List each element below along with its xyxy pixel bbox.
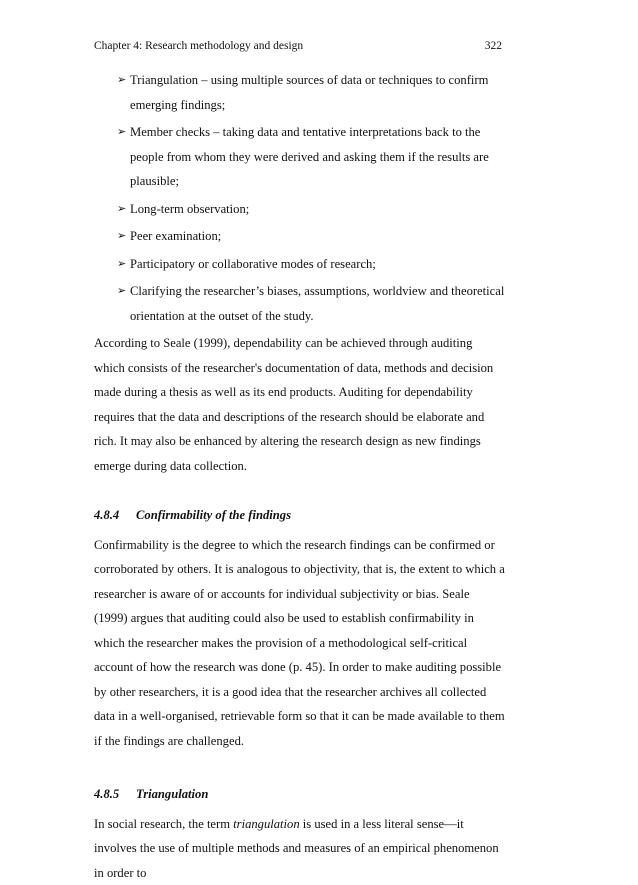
list-item: ➢ Participatory or collaborative modes of research;	[118, 252, 506, 277]
page-number: 322	[485, 40, 502, 52]
arrow-bullet-icon: ➢	[117, 120, 126, 145]
arrow-bullet-icon: ➢	[117, 279, 126, 304]
list-item: ➢ Peer examination;	[118, 224, 506, 249]
list-item: ➢ Member checks – taking data and tentative interpretations back to the people from whom they were derived and asking them if the results are plausible;	[118, 120, 506, 194]
arrow-bullet-icon: ➢	[117, 224, 126, 249]
arrow-bullet-icon: ➢	[117, 197, 126, 222]
section-number: 4.8.5	[94, 782, 136, 807]
section-title: Confirmability of the findings	[136, 503, 291, 528]
dependability-paragraph: According to Seale (1999), dependability can be achieved through auditing which consists of the researcher's documentation of data, methods and decision made during a thesis as well as its end products. Auditing for dependability requires that the data and descriptions of the research should be elaborate and rich. It may also be enhanced by altering the research design as new findings emerge during data collection.	[94, 331, 506, 478]
list-item: ➢ Long-term observation;	[118, 197, 506, 222]
section-title: Triangulation	[136, 782, 208, 807]
arrow-bullet-icon: ➢	[117, 252, 126, 277]
list-item: ➢ Clarifying the researcher’s biases, assumptions, worldview and theoretical orientation at the outset of the study.	[118, 279, 506, 328]
page-body	[94, 68, 506, 885]
chapter-title: Chapter 4: Research methodology and design	[94, 40, 303, 52]
section-heading-confirmability	[94, 503, 506, 528]
bullet-list	[94, 68, 506, 328]
section-heading-triangulation	[94, 782, 506, 807]
section-number: 4.8.4	[94, 503, 136, 528]
confirmability-paragraph: Confirmability is the degree to which the research findings can be confirmed or corroborated by others. It is analogous to objectivity, that is, the extent to which a researcher is aware of or accounts for individual subjectivity or bias. Seale (1999) argues that auditing could also be used to establish confirmability in which the researcher makes the provision of a methodological self-critical account of how the research was done (p. 45). In order to make auditing possible by other researchers, it is a good idea that the researcher archives all collected data in a well-organised, retrievable form so that it can be made available to them if the findings are challenged.	[94, 533, 506, 754]
emphasis-term: triangulation	[233, 817, 299, 831]
arrow-bullet-icon: ➢	[117, 68, 126, 93]
triangulation-paragraph: In social research, the term triangulation is used in a less literal sense—it involves the use of multiple methods and measures of an empirical phenomenon in order to	[94, 812, 506, 885]
page-header	[94, 40, 502, 52]
list-item: ➢ Triangulation – using multiple sources of data or techniques to confirm emerging findings;	[118, 68, 506, 117]
